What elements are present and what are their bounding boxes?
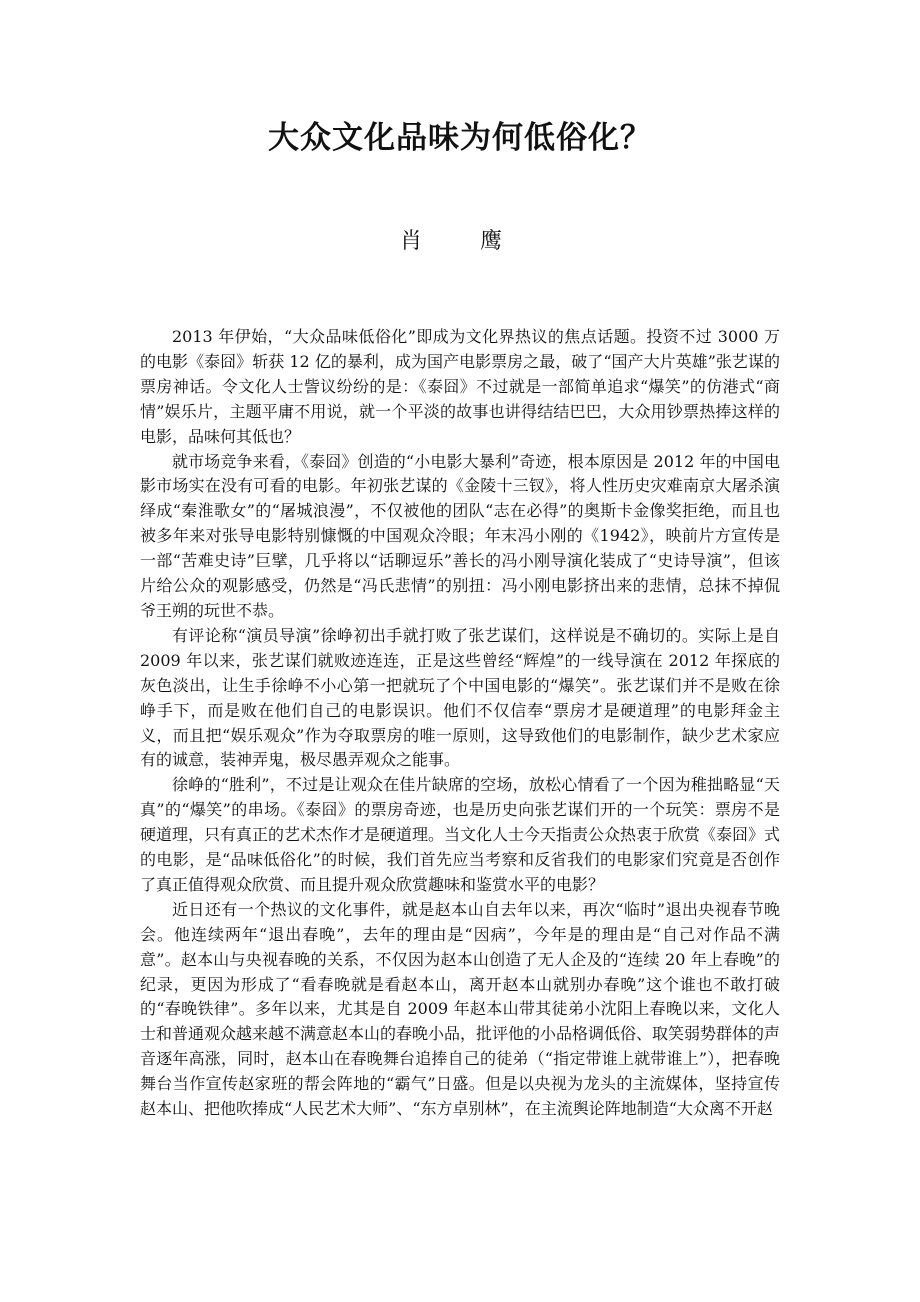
paragraph-4: 徐峥的“胜利”，不过是让观众在佳片缺席的空场，放松心情看了一个因为稚拙略显“天真”的“爆笑”的串场。《泰囧》的票房奇迹，也是历史向张艺谋们开的一个玩笑：票房不是硬道理，只有真正的艺术杰作才是硬道理。当文化人士今天指责公众热衷于欣赏《泰囧》式的电影，是“品味低俗化”的时候，我们首先应当考察和反省我们的电影家们究竟是否创作了真正值得观众欣赏、而且提升观众欣赏趣味和鉴赏水平的电影？ bbox=[140, 775, 781, 894]
document-body bbox=[140, 325, 780, 1122]
paragraph-3: 有评论称“演员导演”徐峥初出手就打败了张艺谋们，这样说是不确切的。实际上是自 2009 年以来，张艺谋们就败迹连连，正是这些曾经“辉煌”的一线导演在 2012 年探底的灰色淡出，让生手徐峥不小心第一把就玩了个中国电影的“爆笑”。张艺谋们并不是败在徐峥手下，而是败在他们自己的电影误识。他们不仅信奉“票房才是硬道理”的电影拜金主义，而且把“娱乐观众”作为夺取票房的唯一原则，这导致他们的电影制作，缺少艺术家应有的诚意，装神弄鬼，极尽愚弄观众之能事。 bbox=[140, 625, 780, 770]
paragraph-1: 2013 年伊始，“大众品味低俗化”即成为文化界热议的焦点话题。投资不过 3000 万的电影《泰囧》斩获 12 亿的暴利，成为国产电影票房之最，破了“国产大片英雄”张艺谋的票房神话。令文化人士訾议纷纷的是：《泰囧》不过就是一部简单追求“爆笑”的仿港式“商情”娱乐片，主题平庸不用说，就一个平淡的故事也讲得结结巴巴，大众用钞票热捧这样的电影，品味何其低也？ bbox=[140, 327, 780, 446]
paragraph-5: 近日还有一个热议的文化事件，就是赵本山自去年以来，再次“临时”退出央视春节晚会。他连续两年“退出春晚”，去年的理由是“因病”，今年是的理由是“自己对作品不满意”。赵本山与央视春晚的关系，不仅因为赵本山创造了无人企及的“连续 20 年上春晚”的纪录，更因为形成了“看春晚就是看赵本山，离开赵本山就别办春晚”这个谁也不敢打破的“春晚铁律”。多年以来，尤其是自 2009 年赵本山带其徒弟小沈阳上春晚以来，文化人士和普通观众越来越不满意赵本山的春晚小品，批评他的小品格调低俗、取笑弱势群体的声音逐年高涨，同时，赵本山在春晚舞台追捧自己的徒弟（“指定带谁上就带谁上”），把春晚舞台当作宣传赵家班的帮会阵地的“霸气”日盛。但是以央视为龙头的主流媒体，坚持宣传赵本山、把他吹捧成“人民艺术大师”、“东方卓别林”，在主流舆论阵地制造“大众离不开赵 bbox=[140, 899, 781, 1119]
document-author: 肖 鹰 bbox=[399, 229, 520, 254]
document-title: 大众文化品味为何低俗化？ bbox=[268, 120, 652, 156]
paragraph-2: 就市场竞争来看，《泰囧》创造的“小电影大暴利”奇迹，根本原因是 2012 年的中国电影市场实在没有可看的电影。年初张艺谋的《金陵十三钗》，将人性历史灾难南京大屠杀演绎成“秦淮歌女”的“屠城浪漫”，不仅被他的团队“志在必得”的奥斯卡金像奖拒绝，而且也被多年来对张导电影特别慷慨的中国观众冷眼；年末冯小刚的《1942》，映前片方宣传是一部“苦难史诗”巨擘，几乎将以“话聊逗乐”善长的冯小刚导演化装成了“史诗导演”，但该片给公众的观影感受，仍然是“冯氏悲情”的别扭：冯小刚电影挤出来的悲情，总抹不掉侃爷王朔的玩世不恭。 bbox=[140, 451, 780, 620]
